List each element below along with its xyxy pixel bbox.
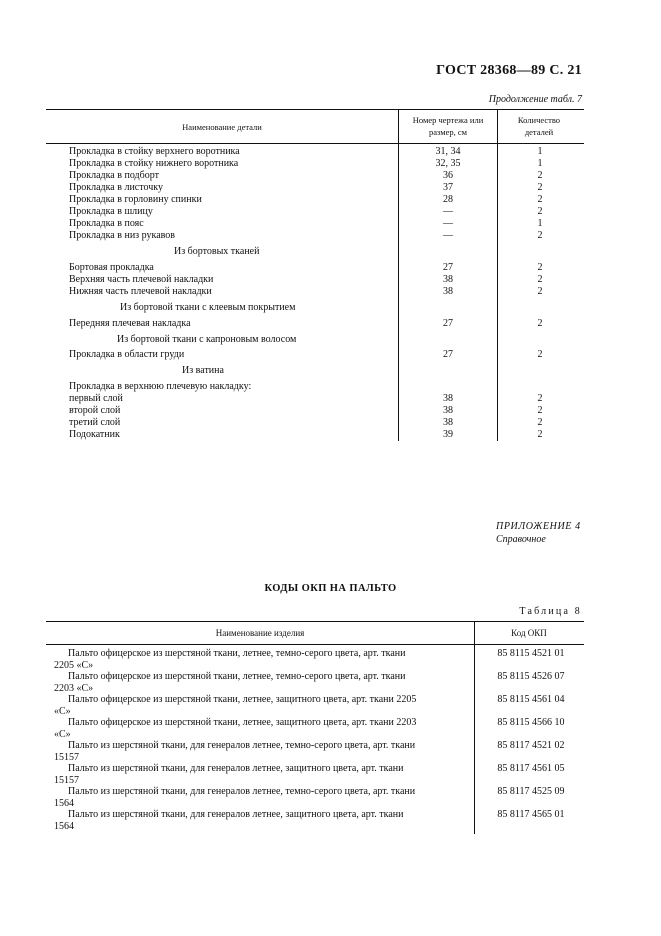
- row-drawing: 38: [443, 405, 453, 416]
- row-name: Прокладка в стойку нижнего воротника: [69, 158, 239, 169]
- row-count: 2: [537, 206, 543, 217]
- row-name: Прокладка в шлицу: [69, 206, 153, 217]
- row-name: Передняя плечевая накладка: [69, 318, 191, 329]
- table7-header-drawing: Номер чертежа или размер, см: [412, 115, 484, 137]
- row-count: 2: [537, 429, 543, 440]
- row-name-line2: 2203 «С»: [54, 682, 94, 694]
- row-name-line2: 15157: [54, 751, 79, 763]
- row-name-line1: Пальто офицерское из шерстяной ткани, летнее, защитного цвета, арт. ткани 2205: [68, 694, 417, 705]
- row-name: [54, 786, 469, 809]
- row-name: [54, 740, 469, 763]
- row-code: 85 8117 4521 02: [497, 740, 565, 751]
- row-count: 2: [537, 182, 543, 193]
- row-code: 85 8117 4525 09: [497, 786, 565, 797]
- row-name-line1: Пальто офицерское из шерстяной ткани, летнее, темно-серого цвета, арт. ткани: [68, 671, 406, 682]
- table8-header-code: Код ОКП: [511, 628, 547, 638]
- row-count: 2: [537, 170, 543, 181]
- row-count: 2: [537, 349, 543, 360]
- section-title: Из бортовой ткани с капроновым волосом: [117, 334, 297, 345]
- row-code: 85 8117 4565 01: [497, 809, 565, 820]
- row-name: [54, 809, 469, 832]
- section-title: Из бортовой ткани с клеевым покрытием: [120, 302, 296, 313]
- row-name: Прокладка в горловину спинки: [69, 194, 202, 205]
- row-name: Прокладка в низ рукавов: [69, 230, 176, 241]
- row-drawing: 38: [443, 274, 453, 285]
- table7-header-rule: [46, 143, 584, 144]
- section-title: КОДЫ ОКП НА ПАЛЬТО: [264, 583, 397, 594]
- row-name: [54, 694, 469, 717]
- row-name: [54, 671, 469, 694]
- table8-header-name: Наименование изделия: [215, 628, 305, 638]
- row-name-line1: Пальто из шерстяной ткани, для генералов летнее, защитного цвета, арт. ткани: [68, 809, 404, 820]
- row-code: 85 8115 4526 07: [497, 671, 565, 682]
- row-count: 2: [537, 262, 543, 273]
- row-name-line1: Пальто офицерское из шерстяной ткани, летнее, темно-серого цвета, арт. ткани: [68, 648, 406, 659]
- section-title: Из ватина: [182, 365, 224, 376]
- row-name: Нижняя часть плечевой накладки: [69, 286, 212, 297]
- row-name: [54, 717, 469, 740]
- row-name-line2: 15157: [54, 774, 79, 786]
- row-drawing: 39: [443, 429, 453, 440]
- row-name: Прокладка в листочку: [69, 182, 163, 193]
- row-code: 85 8115 4566 10: [497, 717, 565, 728]
- row-drawing: 28: [443, 194, 453, 205]
- row-drawing: 32, 35: [435, 158, 461, 169]
- row-name: Прокладка в подборт: [69, 170, 159, 181]
- row-count: 2: [537, 393, 543, 404]
- row-name: Подокатник: [69, 429, 120, 440]
- row-drawing: 31, 34: [435, 146, 461, 157]
- table7-header-name: Наименование детали: [182, 122, 262, 132]
- table7-top-rule: [46, 109, 584, 110]
- row-count: 2: [537, 318, 543, 329]
- row-name: [54, 763, 469, 786]
- row-count: 1: [537, 146, 543, 157]
- row-name: Прокладка в пояс: [69, 218, 144, 229]
- row-drawing: 38: [443, 417, 453, 428]
- row-drawing: 27: [443, 318, 453, 329]
- row-name: третий слой: [69, 417, 121, 428]
- row-code: 85 8115 4521 01: [497, 648, 565, 659]
- table7-header-count: Количество деталей: [517, 115, 561, 137]
- row-name: Бортовая прокладка: [69, 262, 154, 273]
- section-title: Из бортовых тканей: [174, 246, 260, 257]
- row-code: 85 8115 4561 04: [497, 694, 565, 705]
- row-drawing: —: [443, 230, 453, 241]
- row-name-line1: Пальто офицерское из шерстяной ткани, летнее, защитного цвета, арт. ткани 2203: [68, 717, 417, 728]
- row-name: Верхняя часть плечевой накладки: [69, 274, 214, 285]
- row-name-line1: Пальто из шерстяной ткани, для генералов летнее, темно-серого цвета, арт. ткани: [68, 786, 416, 797]
- row-name: [54, 648, 469, 671]
- row-code: 85 8117 4561 05: [497, 763, 565, 774]
- row-name-line1: Пальто из шерстяной ткани, для генералов летнее, темно-серого цвета, арт. ткани: [68, 740, 416, 751]
- row-count: 1: [537, 218, 543, 229]
- row-name-line2: «С»: [54, 728, 71, 740]
- row-count: 2: [537, 194, 543, 205]
- table8-top-rule: [46, 621, 584, 622]
- row-name-line2: 1564: [54, 820, 74, 832]
- table7-col-divider-1: [398, 109, 399, 441]
- row-name: второй слой: [69, 405, 121, 416]
- row-count: 2: [537, 417, 543, 428]
- row-drawing: 36: [443, 170, 453, 181]
- row-count: 2: [537, 286, 543, 297]
- row-drawing: —: [443, 218, 453, 229]
- row-drawing: 37: [443, 182, 453, 193]
- row-drawing: —: [443, 206, 453, 217]
- row-name: Прокладка в области груди: [69, 349, 185, 360]
- row-drawing: 38: [443, 393, 453, 404]
- row-name-line2: «С»: [54, 705, 71, 717]
- row-name-line2: 2205 «С»: [54, 659, 94, 671]
- table8-caption: Таблица 8: [519, 606, 582, 617]
- row-name: Прокладка в стойку верхнего воротника: [69, 146, 240, 157]
- row-drawing: 27: [443, 349, 453, 360]
- table8-header-rule: [46, 644, 584, 645]
- row-name-line1: Пальто из шерстяной ткани, для генералов летнее, защитного цвета, арт. ткани: [68, 763, 404, 774]
- row-count: 1: [537, 158, 543, 169]
- row-count: 2: [537, 274, 543, 285]
- row-drawing: 27: [443, 262, 453, 273]
- section-intro: Прокладка в верхнюю плечевую накладку:: [69, 381, 252, 392]
- row-name: первый слой: [69, 393, 123, 404]
- row-drawing: 38: [443, 286, 453, 297]
- appendix-label: ПРИЛОЖЕНИЕ 4: [496, 521, 581, 532]
- table7-col-divider-2: [497, 109, 498, 441]
- row-count: 2: [537, 230, 543, 241]
- appendix-kind: Справочное: [496, 534, 546, 545]
- page-header: ГОСТ 28368—89 С. 21: [436, 63, 582, 78]
- row-count: 2: [537, 405, 543, 416]
- table-continuation-label: Продолжение табл. 7: [488, 94, 582, 105]
- table8-col-divider: [474, 621, 475, 834]
- row-name-line2: 1564: [54, 797, 74, 809]
